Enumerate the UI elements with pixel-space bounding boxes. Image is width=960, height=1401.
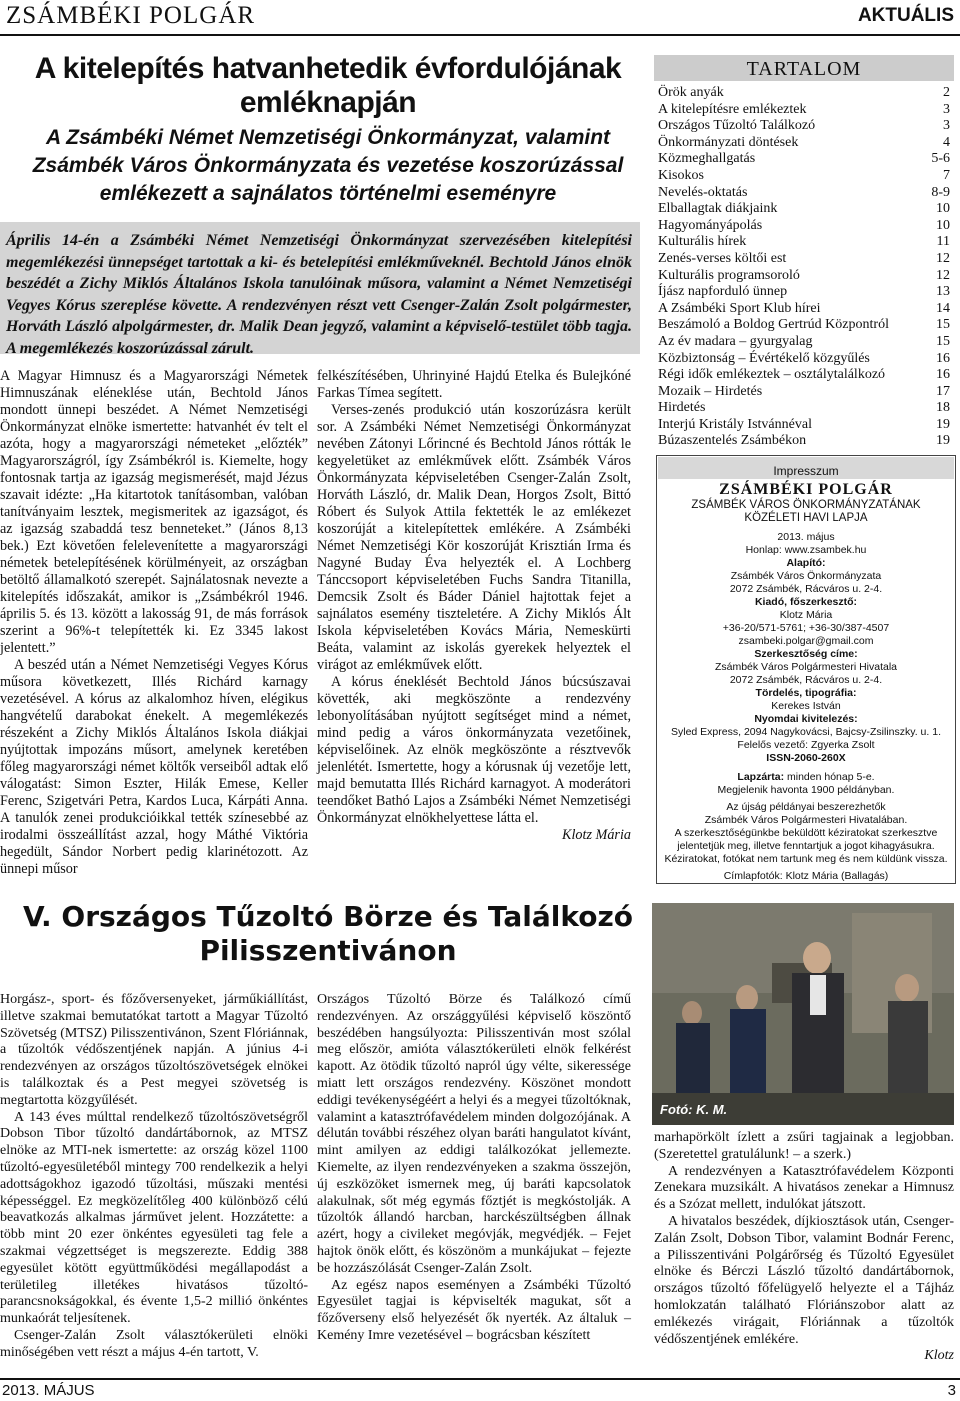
- article2-column-3: [654, 1130, 954, 1365]
- article2-col3-para: A hivatalos beszédek, díjkiosztások után, Csenger-Zalán Zsolt, Dobson Tibor, valamint Bodnár Ferenc, a Pilisszentiváni Polgárőrség és Tűzoltó Egyesület elnöke és Bérczi László tűzoltó dandártábornok, országos tűzoltó főfelügyelő helyezte el a Tájház homlokzatán található Flóriánszobor alatt az emlékezés virágait, Flóriánnak a tűzoltók védőszentjének emlékére.: [654, 1213, 954, 1347]
- impressum-founder-address: 2072 Zsámbék, Rácváros u. 2-4.: [729, 583, 883, 595]
- toc-item: [658, 351, 950, 368]
- article1-col1-para: A Magyar Himnusz és a Magyarországi Németek Himnuszának eléneklése után, Bechtold János mondott ünnepi beszédet. A Német Nemzetiségi Önkormányzat elnöke ismertette: hatvanhét év telt el azóta, hogy a magyarországi németeket „előzték” Magyarországról, így Zsámbékról is. Kiemelte, hogy fontosnak tartja az igazság megismerését, majd Jézus szavait idézte: „Ha kitartotok tanításomban, valóban tanítványaim lesztek, megismeritek az igazságot, és az igazság szabaddá tesz benneteket.” (János 8,13 bek.) Ezt követően felelevenítette a magyarországi németek betelepítésének körülményeit, az országban betöltő államalkotó szerepét. Sajnálatosnak nevezte a kitelepítés időszakát, amikor is „Zsámbékról 1946. április 5. és 13. között a lakosság 91, de más források szerint a 96%-t telepítették ki. Ez 3345 lakost jelentett.”: [0, 368, 308, 656]
- toc-item-page: 3: [943, 101, 950, 117]
- article2-signature: Klotz: [924, 1348, 954, 1364]
- toc-item-page: 8-9: [931, 184, 950, 200]
- toc-item-label: Mozaik – Hirdetés: [658, 383, 763, 399]
- impressum-typography: Kerekes István: [771, 700, 841, 712]
- toc-item-label: Az év madara – gyurgyalag: [658, 333, 813, 349]
- toc-item-label: Íjász napforduló ünnep: [658, 284, 788, 300]
- toc-item-page: 4: [943, 134, 950, 150]
- impressum-office-address: 2072 Zsámbék, Rácváros u. 2-4.: [729, 674, 883, 686]
- masthead: [0, 0, 960, 36]
- toc-item-label: A Zsámbéki Sport Klub hírei: [658, 300, 821, 316]
- impressum-print: Syled Express, 2094 Nagykovácsi, Bajcsy-Zsilinszky. u. 1.: [671, 726, 941, 738]
- toc-item: [658, 135, 950, 152]
- impressum-cover-credit: Címlapfotók: Klotz Mária (Ballagás): [723, 870, 889, 882]
- impressum-web: Honlap: www.zsambek.hu: [745, 544, 867, 556]
- article1-lead-box: [0, 222, 640, 357]
- article2-col1-para: Horgász-, sport- és főzőversenyeket, járműkiállítást, illetve szakmai bemutatókat tartott a Magyar Tűzoltó Szövetség (MTSZ) Pilisszentivánon, Szent Flóriánnak, a tűzoltók védőszentjének napján. A június 4-i rendezvényen az országos tűzoltószövetségek elnökei is találkoztak és a Pest megyei szövetség is megtartotta közgyűlését.: [0, 992, 308, 1108]
- impressum-founder-label: Alapító:: [786, 557, 826, 569]
- impressum-tagline: ZSÁMBÉK VÁROS ÖNKORMÁNYZATÁNAK: [691, 499, 921, 511]
- toc-item-page: 7: [943, 167, 950, 183]
- toc-item: [658, 234, 950, 251]
- article2-col1-para: Csenger-Zalán Zsolt választókerületi elnöki minőségében vett részt a május 4-én tartott, V.: [0, 1327, 308, 1360]
- toc-item-label: Zenés-verses költői est: [658, 250, 787, 266]
- impressum-copies: Megjelenik havonta 1900 példányban.: [717, 784, 895, 796]
- toc-item-label: Közmeghallgatás: [658, 151, 756, 167]
- toc-item-label: Országos Tűzoltó Találkozó: [658, 118, 816, 134]
- table-of-contents: [654, 55, 954, 450]
- toc-item: [658, 201, 950, 218]
- toc-item: [658, 118, 950, 135]
- toc-item: [658, 433, 950, 450]
- article1-column-2: [317, 368, 631, 844]
- toc-item: [658, 317, 950, 334]
- impressum-closing-label: Lapzárta:: [737, 771, 785, 783]
- toc-item-label: Kulturális hírek: [658, 234, 747, 250]
- article2-column-1: [0, 992, 308, 1362]
- impressum-publisher-label: Kiadó, főszerkesztő:: [754, 596, 858, 608]
- toc-item: [658, 85, 950, 102]
- toc-item-page: 16: [936, 350, 950, 366]
- article2-col3-para: marhapörkölt ízlett a zsűri tagjainak a legjobban. (Szeretettel gratulálunk! – a szerk.): [654, 1130, 954, 1162]
- toc-item-label: Hagyományápolás: [658, 217, 763, 233]
- impressum-typography-label: Tördelés, tipográfia:: [755, 687, 857, 699]
- photo-image: [652, 903, 954, 1125]
- toc-item-page: 12: [936, 250, 950, 266]
- impressum-closing: [657, 771, 955, 784]
- article1-col2-para: A kórus éneklését Bechtold János búcsúszavai követték, aki megköszönte a rendezvény lebonyolításában nyújtott segítséget mind a német, mind pedig a város önkormányzata vezetőinek, képviselőinek. Az elnök megköszönte a résztvevők jelenlétét. Ismertette, hogy a kórusnak új vezetője lett, majd bemutatta Illés Richárd karnagyot. A moderátori teendőket Bathó Lajos a Zsámbéki Német Nemzetiségi Önkormányzat elnökhelyettese látta el.: [317, 674, 631, 826]
- toc-item-page: 3: [943, 118, 950, 134]
- toc-item-page: 13: [936, 284, 950, 300]
- toc-title: TARTALOM: [654, 55, 954, 81]
- impressum-availability: Zsámbék Város Polgármesteri Hivatalában.: [704, 814, 908, 826]
- article1-col2-para: felkészítésében, Uhrinyiné Hajdú Etelka és Bulejkóné Farkas Tímea segített.: [317, 368, 631, 401]
- impressum-note: A szerkesztőségünkbe beküldött kéziratokat szerkesztve: [674, 827, 938, 839]
- impressum-office: Zsámbék Város Polgármesteri Hivatala: [714, 661, 898, 673]
- toc-item-page: 17: [936, 383, 950, 399]
- toc-item: [658, 367, 950, 384]
- masthead-title: ZSÁMBÉKI POLGÁR: [6, 2, 256, 29]
- toc-item: [658, 284, 950, 301]
- article-photo: [652, 903, 954, 1125]
- impressum-print-label: Nyomdai kivitelezés:: [754, 713, 858, 725]
- article1-signature: Klotz Mária: [562, 827, 631, 843]
- toc-item: [658, 185, 950, 202]
- footer-page-number: 3: [947, 1382, 956, 1399]
- toc-item-label: Kisokos: [658, 167, 704, 183]
- toc-item-label: Búzaszentelés Zsámbékon: [658, 433, 807, 449]
- toc-item-page: 11: [936, 234, 950, 250]
- footer-date: 2013. MÁJUS: [2, 1382, 95, 1399]
- toc-item-label: A kitelepítésre emlékeztek: [658, 101, 807, 117]
- toc-item-label: Elballagtak diákjaink: [658, 201, 778, 217]
- toc-item-label: Kulturális programsoroló: [658, 267, 800, 283]
- impressum-box: [656, 455, 956, 884]
- impressum-publisher: Klotz Mária: [779, 609, 833, 621]
- toc-item-label: Nevelés-oktatás: [658, 184, 748, 200]
- toc-item-page: 2: [943, 85, 950, 100]
- toc-list: [654, 85, 954, 450]
- toc-item-label: Örök anyák: [658, 85, 724, 100]
- impressum-issue: 2013. május: [777, 531, 835, 543]
- toc-item: [658, 251, 950, 268]
- impressum-office-label: Szerkesztőség címe:: [754, 648, 858, 660]
- impressum-heading: Impresszum: [658, 457, 954, 479]
- toc-item-page: 19: [936, 416, 950, 432]
- toc-item-page: 10: [936, 217, 950, 233]
- impressum-email: zsambeki.polgar@gmail.com: [738, 635, 874, 647]
- toc-item-label: Beszámoló a Boldog Gertrúd Központról: [658, 317, 889, 333]
- article1-subhead: A Zsámbéki Német Nemzetiségi Önkormányzat, valamint Zsámbék Város Önkormányzata és vezetése koszorúzással emlékezett a sajnálatos történelmi eseményre: [32, 126, 624, 205]
- article1-column-1: [0, 368, 308, 878]
- article1-col2-para: Verses-zenés produkció után koszorúzásra került sor. A Zsámbéki Német Nemzetiségi Önkormányzat nevében Zátonyi Lőrincné és Bechtold János rótták le kegyeletüket az emlékművek előtt. Zsámbék Város Önkormányzata képviseletében Csenger-Zalán Zsolt, Horváth László, dr. Malik Dean, Horgos Zsolt, Bittó Róbert és Sulyok Attila fektették le az emlékezet koszorúját a kitelepítettek emlékére. A Zsámbéki Német Nemzetiségi Kör koszorúját Krisztián Irma és Nagyné Buday Éva helyezték el. A Lochberg Tánccsoport képviseletében Fuchs Sandra Titanilla, Demcsik Zsolt és Báder Dániel hajtottak fejet a sajnálatos esemény tiszteletére. A Zichy Miklós Ált Iskola képviseletében Kovács Mária, Nemeskürti Beáta, valamint az iskolás gyerekek helyeztek el virágot az emlékművek előtt.: [317, 402, 631, 673]
- toc-item: [658, 268, 950, 285]
- toc-item-page: 12: [936, 267, 950, 283]
- toc-item: [658, 400, 950, 417]
- impressum-issn: ISSN-2060-260X: [766, 752, 846, 764]
- toc-item-page: 15: [936, 333, 950, 349]
- article2-col3-para: A rendezvényen a Katasztrófavédelem Központi Zenekara muzsikált. A hivatásos zenekar a Himnusz és a Szózat mellett, indulókat játszott.: [654, 1163, 954, 1213]
- toc-item: [658, 151, 950, 168]
- toc-item: [658, 417, 950, 434]
- impressum-availability: Az újság példányai beszerezhetők: [726, 801, 886, 813]
- impressum-note: jelentetjük meg, illetve fenntartjuk a jogot kihagyásukra.: [677, 840, 935, 852]
- masthead-section: AKTUÁLIS: [857, 5, 954, 26]
- toc-item-page: 18: [936, 400, 950, 416]
- article1-headline: A kitelepítés hatvanhetedik évfordulójának emléknapján: [34, 52, 622, 119]
- toc-item: [658, 334, 950, 351]
- article1-lead: Április 14-én a Zsámbéki Német Nemzetiségi Önkormányzat szervezésében kitelepítési megemlékezési ünnepséget tartottak a ki- és betelepítési emlékműveknél. Bechtold János elnök beszédét a Zichy Miklós Általános Iskola tanulóinak műsora, valamint a Német Nemzetiségi Vegyes Kórus szereplése követte. A rendezvényen részt vett Csenger-Zalán Zsolt polgármester, Horváth László alpolgármester, dr. Malik Dean jegyző, valamint a képviselő-testület több tagja. A megemlékezés koszorúzással zárult.: [6, 232, 632, 357]
- impressum-note: Kéziratokat, fotókat nem tartunk meg és nem küldünk vissza.: [664, 853, 948, 865]
- toc-item: [658, 301, 950, 318]
- toc-item-label: Hirdetés: [658, 400, 706, 416]
- article2-col2-para: Az egész napos eseményen a Zsámbéki Tűzoltó Egyesület tagjai is képviselték magukat, sőt a főzőverseny első helyezését ők nyerték. Az általuk – Kemény Imre vezetésével – bográcsban készített: [317, 1277, 631, 1343]
- impressum-closing-value: minden hónap 5-e.: [787, 771, 875, 783]
- toc-item-page: 5-6: [931, 151, 950, 167]
- toc-item: [658, 168, 950, 185]
- impressum-print-responsible: Felelős vezető: Zgyerka Zsolt: [737, 739, 875, 751]
- article1-col1-para: A beszéd után a Német Nemzetiségi Vegyes Kórus műsora következett, Illés Richárd karnagy vezetésével. A kórus az alkalomhoz híven, elégikus hangvételű darabokat énekelt. A megemlékezés részeként a Zichy Miklós Általános Iskola diákjai nyújtottak impozáns műsort, amelynek keretében főleg magyarországi német költők verseiből adtak elő válogatást: Simon Eszter, Hilák Emese, Keller Ferenc, Szigetvári Petra, Kardos Luca, Kárpáti Anna. A tanulók zenei produkcióikkal tették színesebbé az irodalmi összeállítást azzal, hogy Máthé Viktória hegedült, Sándor Norbert pedig klarinétozott. Az ünnepi műsor: [0, 657, 308, 877]
- toc-item-label: Interjú Kristály Istvánnéval: [658, 416, 812, 432]
- toc-item-label: Önkormányzati döntések: [658, 134, 799, 150]
- toc-item: [658, 384, 950, 401]
- toc-item-page: 15: [936, 317, 950, 333]
- toc-item-label: Közbiztonság – Évértékelő közgyűlés: [658, 350, 870, 366]
- article2-col1-para: A 143 éves múlttal rendelkező tűzoltószövetségről Dobson Tibor tűzoltó dandártábornok, az MTSZ elnöke az MTI-nek ismertette: az ország közel 1100 tűzoltó-egyesületéből mintegy 700 rendelkezik a helyi adottságokhoz igazodó tűzoltási, műszaki mentési képességgel. Ez megközelítőleg 400 különböző célú beavatkozás alkalmas járművet jelent. Hozzátette: a több mint 20 ezer önkéntes egyesületi tag fele a szakmai végzettséget is megszerezte. Eddig 388 egyesület kötött együttműködési megállapodást a területileg illetékes hivatásos tűzoltó-parancsnokságokkal, és évente 1,5-2 millió önkéntes munkaórát teljesítenek.: [0, 1109, 308, 1327]
- impressum-tagline: KÖZÉLETI HAVI LAPJA: [744, 512, 868, 524]
- toc-item-page: 19: [936, 433, 950, 449]
- impressum-logo: ZSÁMBÉKI POLGÁR: [719, 481, 893, 498]
- article2-col2-para: Országos Tűzoltó Börze és Találkozó című rendezvényen. Az országgyűlési képviselő köszöntő beszédében hangsúlyozta: Pilisszentiván most szólal meg először, amióta választókerületi elnök felkérést kapott. Az ötödik tűzoltó napról úgy vélte, sikeressége miatt lett országos rendezvény. Köszönet mondott eddigi tevékenységéért a helyi és a megyei tűzoltóknak, valamint a katasztrófavédelem minden dolgozójának. A délután további részéhez olyan baráti hangulatot kívánt, mint amilyen az eddigi találkozókat jellemezte. Kiemelte, az ilyen rendezvényeken a szakma összejön, új eszközöket ismernek meg, új baráti kapcsolatok alakulnak, sőt még egymás főztjét is megkóstolják. A tűzoltók állandó harcban, harckészültségben állnak azért, hogy a civileket megóvják, megvédjék. – Fejet hajtok önök előtt, és köszönöm a munkájukat – fejezte be hozzászólását Csenger-Zalán Zsolt.: [317, 992, 631, 1276]
- page-footer: [0, 1378, 960, 1401]
- toc-item-label: Régi idők emlékeztek – osztálytalálkozó: [658, 367, 886, 383]
- article2-headline: V. Országos Tűzoltó Börze és Találkozó Pilisszentivánon: [22, 900, 634, 967]
- toc-item-page: 10: [936, 201, 950, 217]
- impressum-phone: +36-20/571-5761; +36-30/387-4507: [722, 622, 890, 634]
- toc-item-page: 16: [936, 367, 950, 383]
- impressum-founder: Zsámbék Város Önkormányzata: [730, 570, 882, 582]
- article2-column-2: [317, 992, 631, 1345]
- photo-caption: Fotó: K. M.: [660, 1102, 728, 1117]
- toc-item: [658, 102, 950, 119]
- toc-item-page: 14: [936, 300, 950, 316]
- toc-item: [658, 218, 950, 235]
